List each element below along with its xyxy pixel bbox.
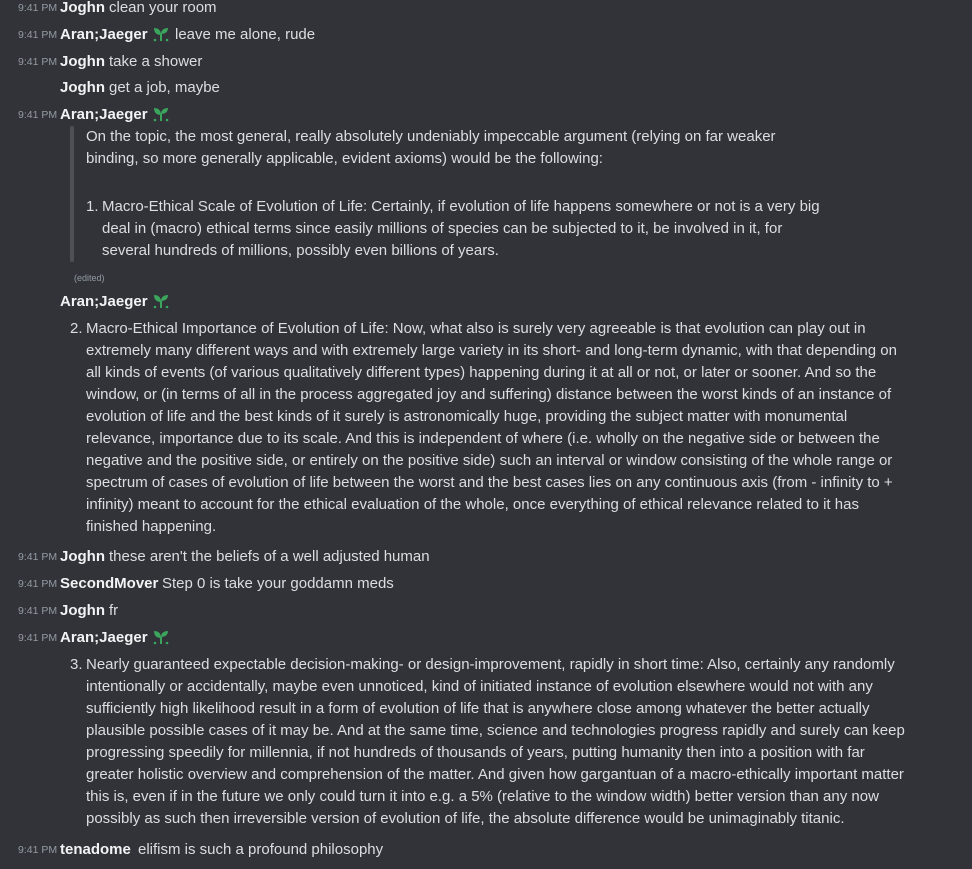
- list-number: 1.: [86, 198, 99, 215]
- message: [0, 546, 972, 568]
- list-line: window, or (in terms of all in the process aggregated joy and suffering) distance between the worst kinds of an instance of: [86, 386, 892, 403]
- list-line: Nearly guaranteed expectable decision-making- or design-improvement, rapidly in short time: Also, certainly any randomly: [86, 656, 895, 673]
- timestamp: 9:41 PM: [18, 29, 58, 41]
- message: [0, 839, 972, 861]
- sprout-icon: [152, 628, 170, 646]
- list-line: Macro-Ethical Importance of Evolution of Life: Now, what also is surely very agreeable is that evolution can play out in: [86, 320, 866, 337]
- author-name[interactable]: [60, 104, 170, 126]
- message-header: [0, 627, 972, 649]
- message-text: elifism is such a profound philosophy: [138, 841, 384, 858]
- list-line: extremely many different ways and with extremely large variety in its short- and long-term dynamic, with that depending on: [86, 342, 897, 359]
- quote-line: binding, so more generally applicable, evident axioms) would be the following:: [86, 150, 603, 167]
- message-header: [0, 291, 972, 313]
- author-name[interactable]: [60, 291, 170, 313]
- author-name[interactable]: Joghn: [60, 79, 105, 96]
- list-item-text: [86, 654, 905, 830]
- list-line: infinity) meant to account for the ethical evaluation of the whole, once everything of ethical relevance related to it has: [86, 496, 859, 513]
- list-item-text: [86, 318, 897, 538]
- list-line: progressing speedily for millennia, if not hundreds of thousands of years, putting humanity then into a position with far: [86, 744, 865, 761]
- author-name[interactable]: SecondMover: [60, 575, 159, 592]
- author-name[interactable]: Joghn: [60, 602, 105, 619]
- sprout-icon: [152, 105, 170, 123]
- timestamp: 9:41 PM: [18, 605, 58, 617]
- author-name-text: Aran;Jaeger: [60, 106, 148, 123]
- message-text: get a job, maybe: [109, 79, 220, 96]
- list-line: Macro-Ethical Scale of Evolution of Life: Certainly, if evolution of life happens somewhere or not is a very big: [102, 198, 820, 215]
- author-name[interactable]: [60, 627, 170, 649]
- author-name[interactable]: [60, 24, 170, 46]
- message-text: clean your room: [109, 0, 217, 16]
- list-line: intentionally or accidentally, maybe even unnoticed, kind of initiated instance of evolution elsewhere would not with any: [86, 678, 873, 695]
- list-line: negative and the positive side, or entirely on the positive side) such an interval or window consisting of the whole range or: [86, 452, 893, 469]
- timestamp: 9:41 PM: [18, 2, 58, 14]
- list-line: deal in (macro) ethical terms since easily millions of species can be subjected to it, be involved in it, for: [102, 220, 783, 237]
- list-line: greater holistic overview and comprehension of the matter. And given how gargantuan of a macro-ethically important matter: [86, 766, 904, 783]
- author-name-text: Aran;Jaeger: [60, 26, 148, 43]
- author-name[interactable]: Joghn: [60, 548, 105, 565]
- list-line: possibly as such then irreversible version of evolution of life, the absolute difference would be unimaginably titanic.: [86, 810, 845, 827]
- list-line: all kinds of events (of various qualitatively different types) happening during it at all or not, or later or sooner. And so the: [86, 364, 877, 381]
- quote-line: On the topic, the most general, really absolutely undeniably impeccable argument (relying on far weaker: [86, 128, 776, 145]
- message-text: these aren't the beliefs of a well adjusted human: [109, 548, 430, 565]
- list-item-text: [102, 196, 820, 262]
- message-text: fr: [109, 602, 119, 619]
- timestamp: 9:41 PM: [18, 56, 58, 68]
- list-line: relevance, importance due to its scale. And this is independent of where (i.e. wholly on the negative side or between the: [86, 430, 880, 447]
- list-line: this is, even if in the future we only could turn it into e.g. a 5% (relative to the window width) better version than any now: [86, 788, 879, 805]
- author-name-text: Aran;Jaeger: [60, 293, 148, 310]
- sprout-icon: [152, 292, 170, 310]
- timestamp: 9:41 PM: [18, 551, 58, 563]
- list-line: plausible possible cases of it may be. And at the same time, science and technologies progress rapidly and surely can keep: [86, 722, 905, 739]
- author-name[interactable]: Joghn: [60, 0, 105, 16]
- sprout-icon: [152, 25, 170, 43]
- message-text: Step 0 is take your goddamn meds: [162, 575, 394, 592]
- message-text: take a shower: [109, 53, 203, 70]
- message-text: leave me alone, rude: [175, 26, 316, 43]
- timestamp: 9:41 PM: [18, 632, 58, 644]
- list-line: finished happening.: [86, 518, 217, 535]
- quote-text: [86, 126, 776, 170]
- list-line: spectrum of cases of evolution of life between the worst and the best cases lies on any continuous axis (from - infinity to +: [86, 474, 893, 491]
- blockquote-bar: [70, 126, 74, 262]
- author-name-text: Aran;Jaeger: [60, 629, 148, 646]
- timestamp: 9:41 PM: [18, 578, 58, 590]
- author-name[interactable]: Joghn: [60, 53, 105, 70]
- list-number: 2.: [70, 320, 83, 337]
- list-line: sufficiently high likelihood result in a form of evolution of life that is anywhere close among whatever the better actually: [86, 700, 870, 717]
- message: [0, 51, 972, 73]
- message: [0, 600, 972, 622]
- author-name[interactable]: tenadome: [60, 841, 131, 858]
- message: [0, 77, 972, 99]
- list-line: evolution of life and the best kinds of it surely is astronomically huge, providing the subject matter with monumental: [86, 408, 848, 425]
- message-header: [0, 104, 972, 126]
- list-number: 3.: [70, 656, 83, 673]
- timestamp: 9:41 PM: [18, 109, 58, 121]
- message: [0, 573, 972, 595]
- timestamp: 9:41 PM: [18, 844, 58, 856]
- message: [0, 24, 972, 46]
- list-line: several hundreds of millions, possibly even billions of years.: [102, 242, 499, 259]
- message: [0, 0, 972, 19]
- edited-label: (edited): [74, 273, 105, 283]
